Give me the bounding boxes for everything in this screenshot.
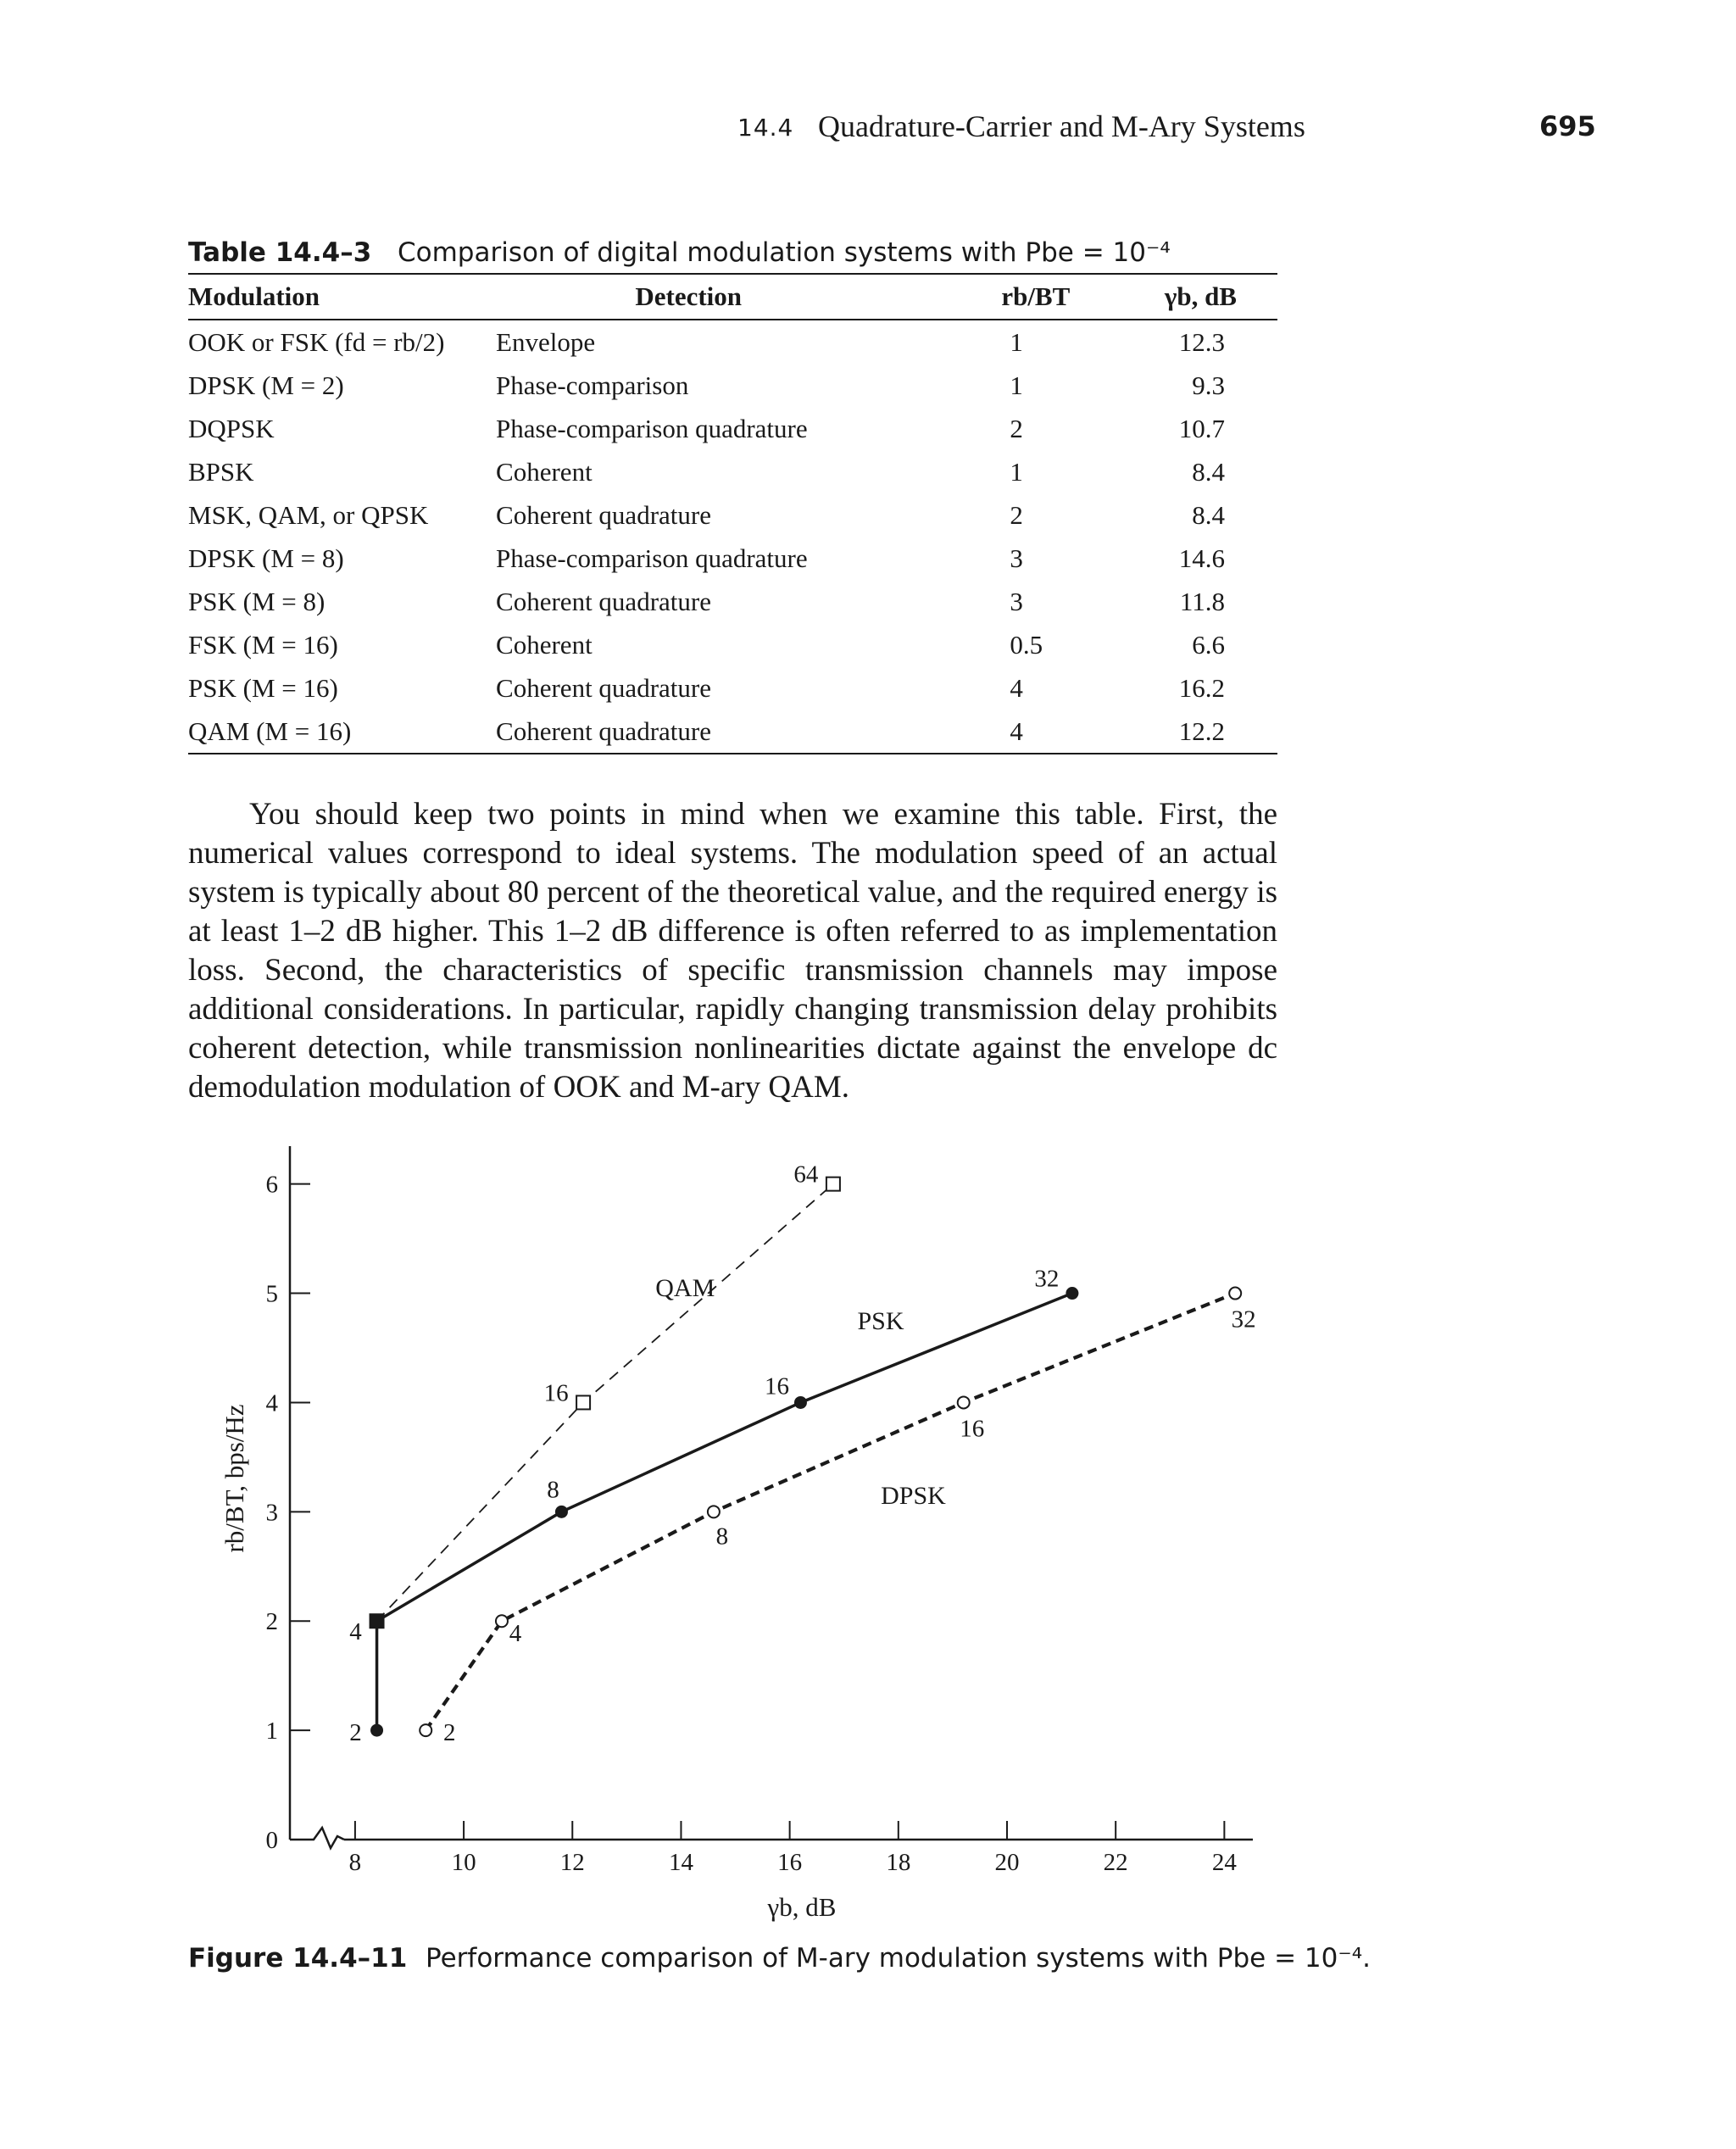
table-row xyxy=(188,364,1277,407)
snr-cell: 14.6 xyxy=(1178,543,1225,573)
qam-point-label: 64 xyxy=(793,1161,819,1189)
psk-point-label: 32 xyxy=(1034,1265,1060,1293)
table-caption xyxy=(188,237,1290,275)
modulation-cell: QAM (M = 16) xyxy=(188,715,352,746)
psk-point-label: 2 xyxy=(349,1719,362,1747)
dpsk-point-label: 2 xyxy=(442,1719,456,1747)
col-header-rate: rb/BT xyxy=(1001,281,1071,311)
dpsk-point xyxy=(958,1396,970,1408)
rate-cell: 1 xyxy=(1010,326,1023,357)
x-tick-label: 14 xyxy=(668,1849,693,1876)
modulation-cell: DPSK (M = 8) xyxy=(188,543,344,573)
detection-cell: Phase-comparison xyxy=(496,370,689,400)
modulation-cell: PSK (M = 16) xyxy=(188,672,338,703)
detection-cell: Coherent quadrature xyxy=(496,672,711,703)
modulation-cell: DQPSK xyxy=(188,413,275,443)
table-row xyxy=(188,450,1277,493)
y-tick-label: 1 xyxy=(265,1718,278,1745)
x-tick-label: 22 xyxy=(1103,1849,1128,1876)
x-tick-label: 16 xyxy=(777,1849,803,1876)
qam-point-label: 16 xyxy=(543,1379,569,1407)
dpsk-point xyxy=(708,1506,720,1517)
x-axis-label: γb, dB xyxy=(767,1892,837,1922)
table-row xyxy=(188,623,1277,666)
rate-cell: 2 xyxy=(1010,499,1023,530)
col-header-modulation: Modulation xyxy=(188,281,320,311)
snr-cell: 12.2 xyxy=(1178,715,1225,746)
modulation-cell: PSK (M = 8) xyxy=(188,586,326,616)
detection-cell: Envelope xyxy=(496,326,596,357)
table-row xyxy=(188,407,1277,450)
psk-point-label: 8 xyxy=(547,1476,559,1504)
axis-break xyxy=(290,1828,344,1848)
y-axis-label: rb/BT, bps/Hz xyxy=(220,1404,249,1553)
dpsk-point-label: 8 xyxy=(715,1523,729,1551)
y-tick-label: 2 xyxy=(265,1608,278,1636)
x-tick-label: 12 xyxy=(559,1849,585,1876)
psk-point xyxy=(370,1615,383,1628)
modulation-cell: OOK or FSK (fd = rb/2) xyxy=(188,326,445,357)
comparison-table xyxy=(188,273,1277,754)
qam-series-line xyxy=(377,1184,833,1622)
psk-point xyxy=(1066,1287,1078,1300)
body-paragraph: You should keep two points in mind when we examine this table. First, the numerical values correspond to ideal systems. The modulation speed of an actual system is typically about 80 percent of the theoretical value, and the required energy is at least 1–2 dB higher. This 1–2 dB difference is often referred to as implementation loss. Second, the characteristics of specific transmission channels may impose additional considerations. In particular, rapidly changing transmission delay prohibits coherent detection, while transmission nonlinearities dictate against the envelope dc demodulation modulation of OOK and M-ary QAM. xyxy=(188,797,1277,1105)
snr-cell: 9.3 xyxy=(1192,370,1225,400)
snr-cell: 10.7 xyxy=(1178,413,1225,443)
y-tick-label: 4 xyxy=(265,1389,278,1417)
y-tick-label: 5 xyxy=(265,1280,278,1308)
table-row xyxy=(188,666,1277,710)
psk-point xyxy=(555,1506,568,1518)
detection-cell: Phase-comparison quadrature xyxy=(496,413,808,443)
dpsk-point-label: 4 xyxy=(509,1620,522,1648)
detection-cell: Coherent xyxy=(496,629,593,660)
section-title: Quadrature-Carrier and M-Ary Systems xyxy=(818,109,1305,143)
table-header-row xyxy=(188,274,1277,320)
performance-chart xyxy=(203,1136,1322,1933)
detection-cell: Phase-comparison quadrature xyxy=(496,543,808,573)
dpsk-series-name: DPSK xyxy=(881,1482,946,1510)
x-tick-label: 24 xyxy=(1211,1849,1237,1876)
rate-cell: 1 xyxy=(1010,370,1023,400)
qam-series-name: QAM xyxy=(655,1274,715,1303)
snr-cell: 6.6 xyxy=(1192,629,1225,660)
table-caption-text: Comparison of digital modulation systems with Pbe = 10⁻⁴ xyxy=(398,237,1171,268)
col-header-snr: γb, dB xyxy=(1164,281,1237,311)
detection-cell: Coherent xyxy=(496,456,593,487)
psk-point-label: 16 xyxy=(764,1372,789,1400)
rate-cell: 4 xyxy=(1010,672,1023,703)
table-row xyxy=(188,493,1277,537)
dpsk-point xyxy=(496,1615,508,1627)
table-row xyxy=(188,710,1277,754)
modulation-cell: FSK (M = 16) xyxy=(188,629,338,660)
table-label: Table 14.4–3 xyxy=(188,237,372,268)
x-tick-label: 20 xyxy=(994,1849,1020,1876)
table-body xyxy=(188,320,1277,754)
figure-caption xyxy=(188,1943,1375,1985)
qam-point xyxy=(826,1177,840,1191)
dpsk-point xyxy=(1229,1288,1241,1300)
psk-series-name: PSK xyxy=(857,1306,904,1335)
detection-cell: Coherent quadrature xyxy=(496,586,711,616)
col-header-detection: Detection xyxy=(635,281,743,311)
x-tick-label: 10 xyxy=(451,1849,476,1876)
detection-cell: Coherent quadrature xyxy=(496,499,711,530)
figure-label: Figure 14.4–11 xyxy=(188,1943,408,1974)
dpsk-series-line xyxy=(426,1294,1235,1731)
page-number: 695 xyxy=(1539,110,1596,142)
table-row xyxy=(188,537,1277,580)
snr-cell: 8.4 xyxy=(1192,499,1225,530)
rate-cell: 3 xyxy=(1010,543,1023,573)
qam-point xyxy=(576,1395,590,1409)
running-head xyxy=(0,109,1736,151)
rate-cell: 1 xyxy=(1010,456,1023,487)
rate-cell: 3 xyxy=(1010,586,1023,616)
y-tick-label: 3 xyxy=(265,1499,278,1527)
snr-cell: 8.4 xyxy=(1192,456,1225,487)
psk-point xyxy=(794,1396,807,1409)
psk-point-label: 4 xyxy=(349,1618,362,1646)
x-tick-label: 18 xyxy=(886,1849,911,1876)
dpsk-point-label: 16 xyxy=(960,1415,985,1443)
x-tick-label: 8 xyxy=(348,1849,362,1876)
snr-cell: 11.8 xyxy=(1179,586,1225,616)
modulation-cell: DPSK (M = 2) xyxy=(188,370,344,400)
snr-cell: 16.2 xyxy=(1178,672,1225,703)
modulation-cell: MSK, QAM, or QPSK xyxy=(188,499,429,530)
table-row xyxy=(188,580,1277,623)
rate-cell: 0.5 xyxy=(1010,629,1043,660)
rate-cell: 4 xyxy=(1010,715,1023,746)
detection-cell: Coherent quadrature xyxy=(496,715,711,746)
figure-caption-text: Performance comparison of M-ary modulation systems with Pbe = 10⁻⁴. xyxy=(426,1943,1372,1974)
psk-series-line xyxy=(377,1294,1072,1731)
psk-point xyxy=(370,1724,383,1737)
table-row xyxy=(188,320,1277,364)
dpsk-point-label: 32 xyxy=(1231,1306,1256,1333)
rate-cell: 2 xyxy=(1010,413,1023,443)
snr-cell: 12.3 xyxy=(1178,326,1225,357)
dpsk-point xyxy=(420,1724,431,1736)
y-tick-label: 6 xyxy=(265,1171,278,1199)
modulation-cell: BPSK xyxy=(188,456,254,487)
section-number: 14.4 xyxy=(737,114,794,142)
y-tick-label: 0 xyxy=(265,1827,278,1854)
